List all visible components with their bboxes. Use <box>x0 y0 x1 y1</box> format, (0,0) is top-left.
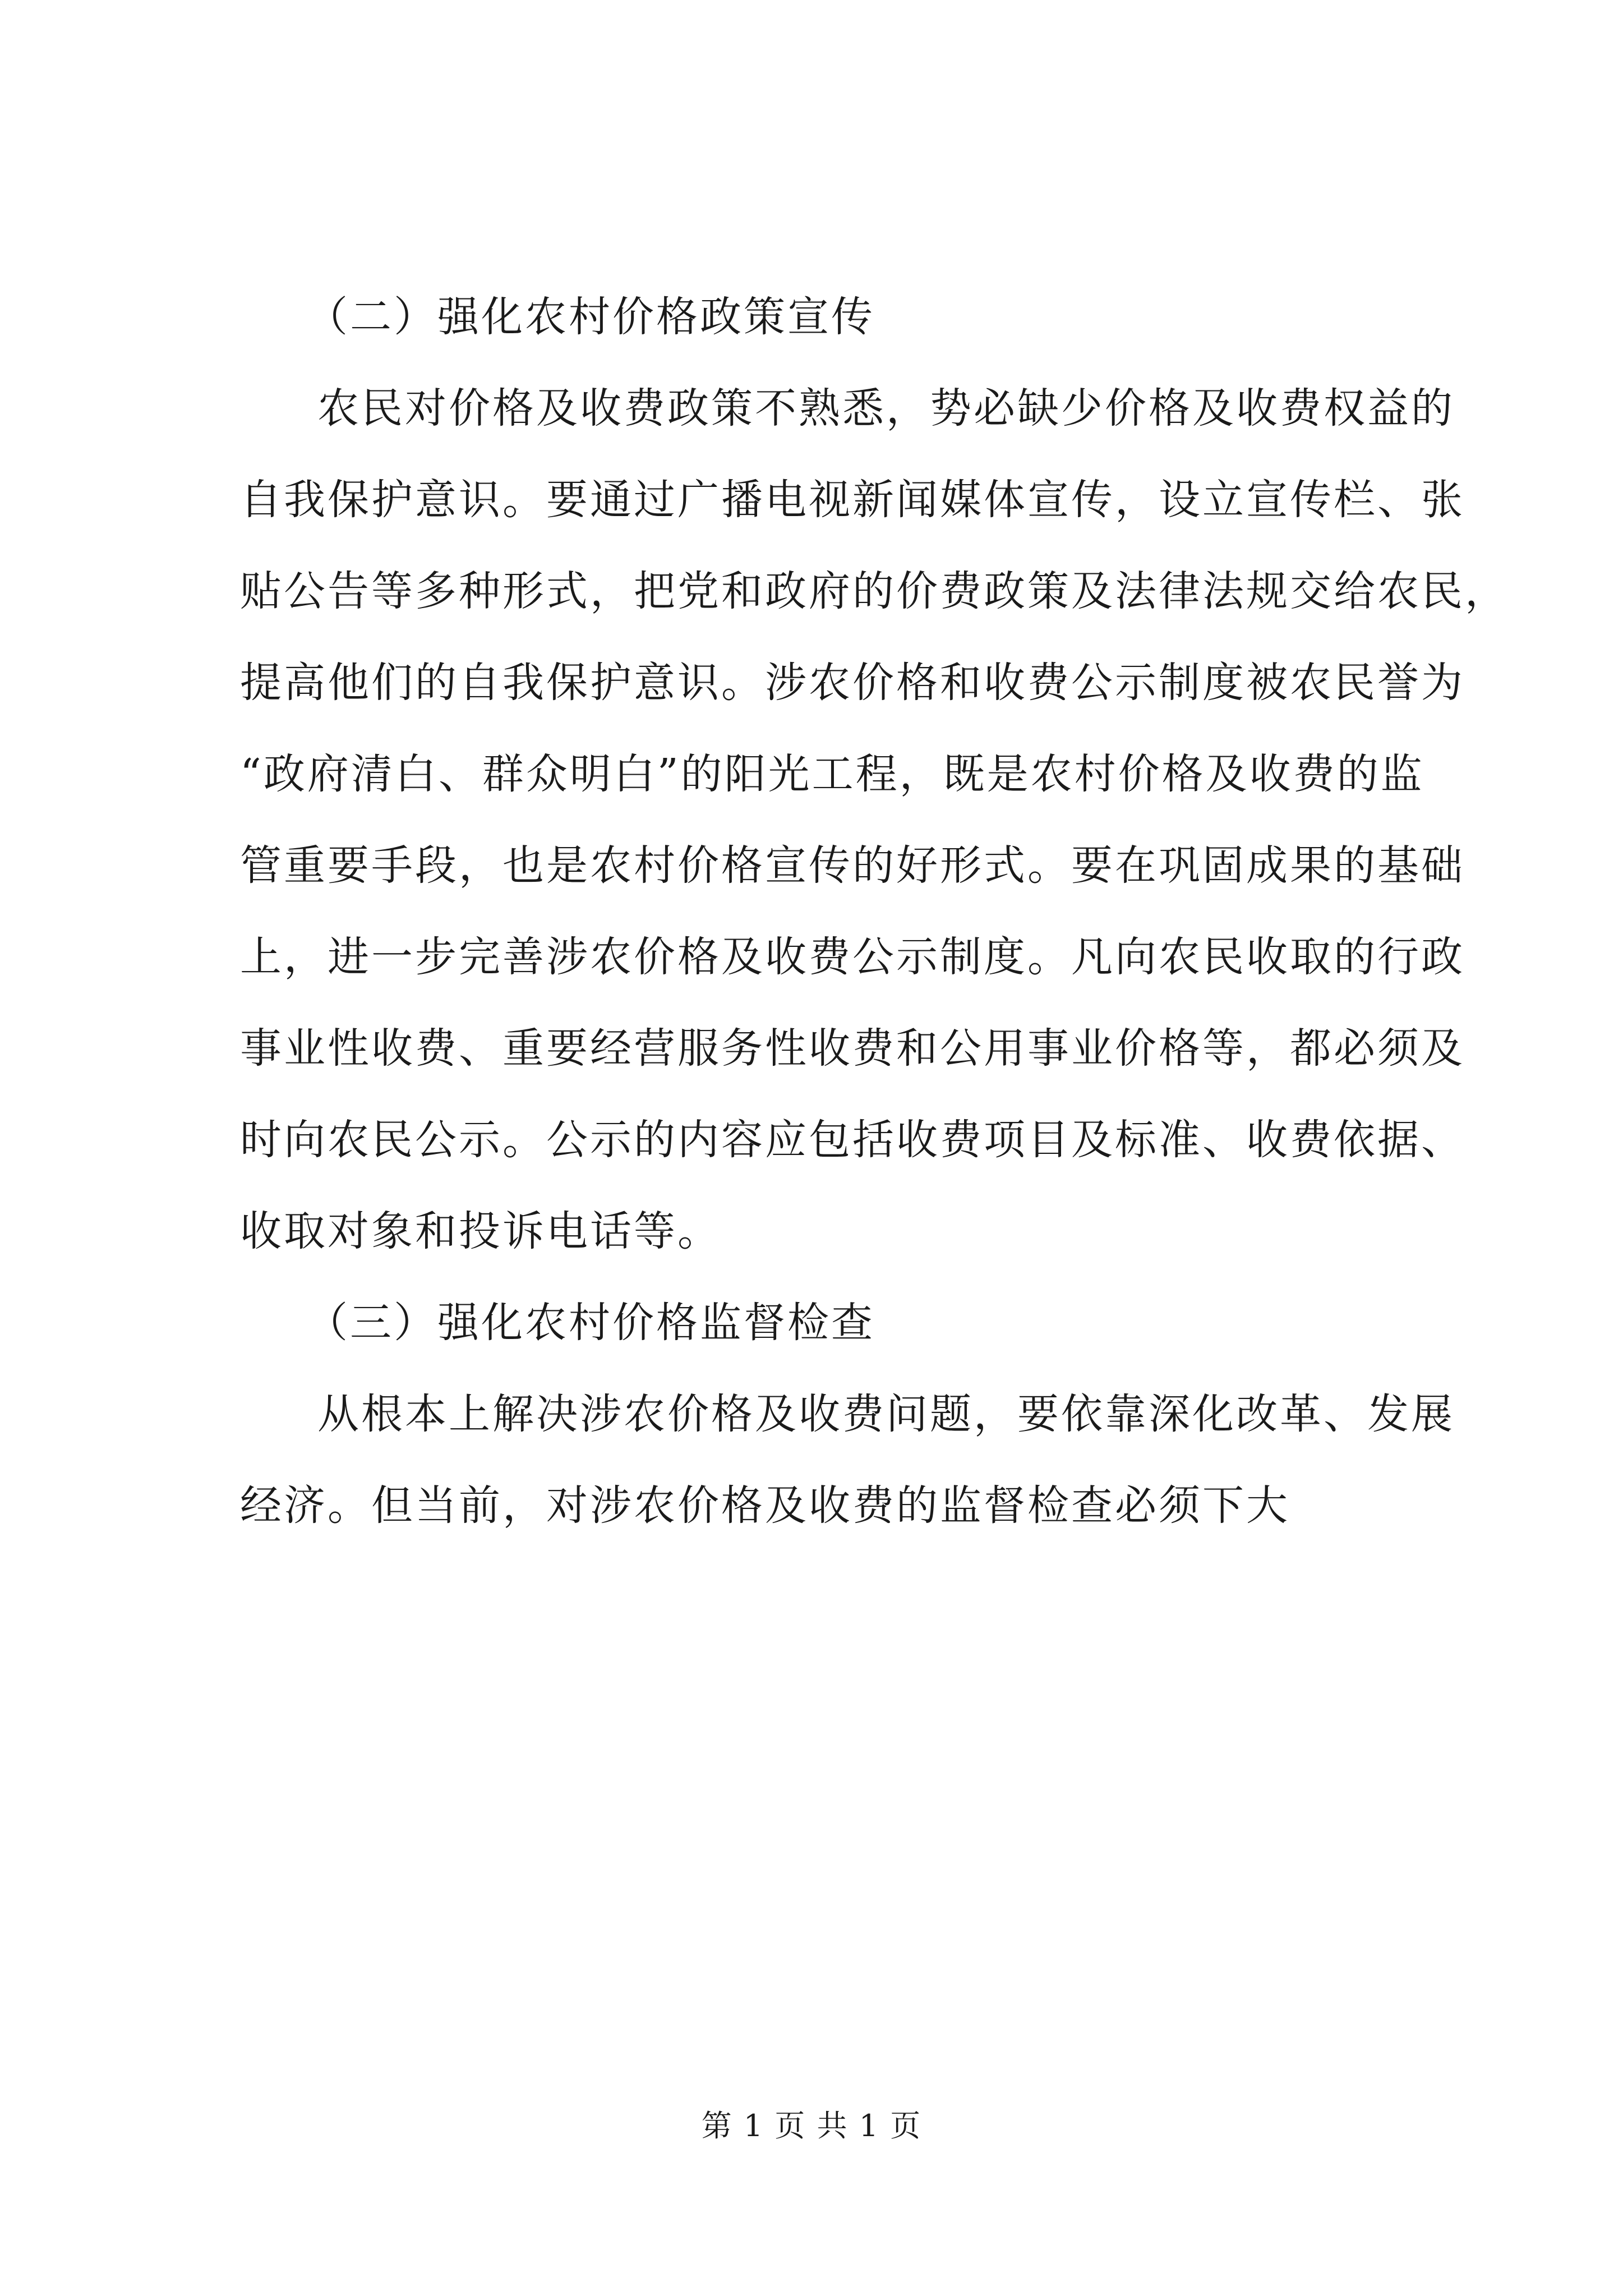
document-body <box>240 272 1509 1552</box>
paragraph-line: 收取对象和投诉电话等。 <box>240 1207 721 1255</box>
paragraph-line: 管重要手段，也是农村价格宣传的好形式。要在巩固成果的基础 <box>240 841 1465 890</box>
paragraph-line: 事业性收费、重要经营服务性收费和公用事业价格等，都必须及 <box>240 1024 1465 1073</box>
paragraph-line: “政府清白、群众明白”的阳光工程，既是农村价格及收费的监 <box>240 750 1424 798</box>
page-footer <box>0 2109 1623 2143</box>
section-heading-2: （二）强化农村价格政策宣传 <box>306 293 875 341</box>
paragraph-line: 时向农民公示。公示的内容应包括收费项目及标准、收费依据、 <box>240 1116 1465 1164</box>
paragraph-line: 经济。但当前，对涉农价格及收费的监督检查必须下大 <box>240 1481 1290 1530</box>
paragraph-line: 农民对价格及收费政策不熟悉，势必缺少价格及收费权益的 <box>317 384 1455 432</box>
paragraph-line: 贴公告等多种形式，把党和政府的价费政策及法律法规交给农民， <box>240 567 1509 615</box>
paragraph-line: 上，进一步完善涉农价格及收费公示制度。凡向农民收取的行政 <box>240 933 1465 981</box>
page-number-label: 第 1 页 共 1 页 <box>701 2108 922 2143</box>
paragraph-line: 提高他们的自我保护意识。涉农价格和收费公示制度被农民誉为 <box>240 659 1465 707</box>
paragraph-line: 从根本上解决涉农价格及收费问题，要依靠深化改革、发展 <box>317 1390 1455 1438</box>
section-heading-3: （三）强化农村价格监督检查 <box>306 1299 875 1347</box>
paragraph-line: 自我保护意识。要通过广播电视新闻媒体宣传，设立宣传栏、张 <box>240 476 1465 524</box>
